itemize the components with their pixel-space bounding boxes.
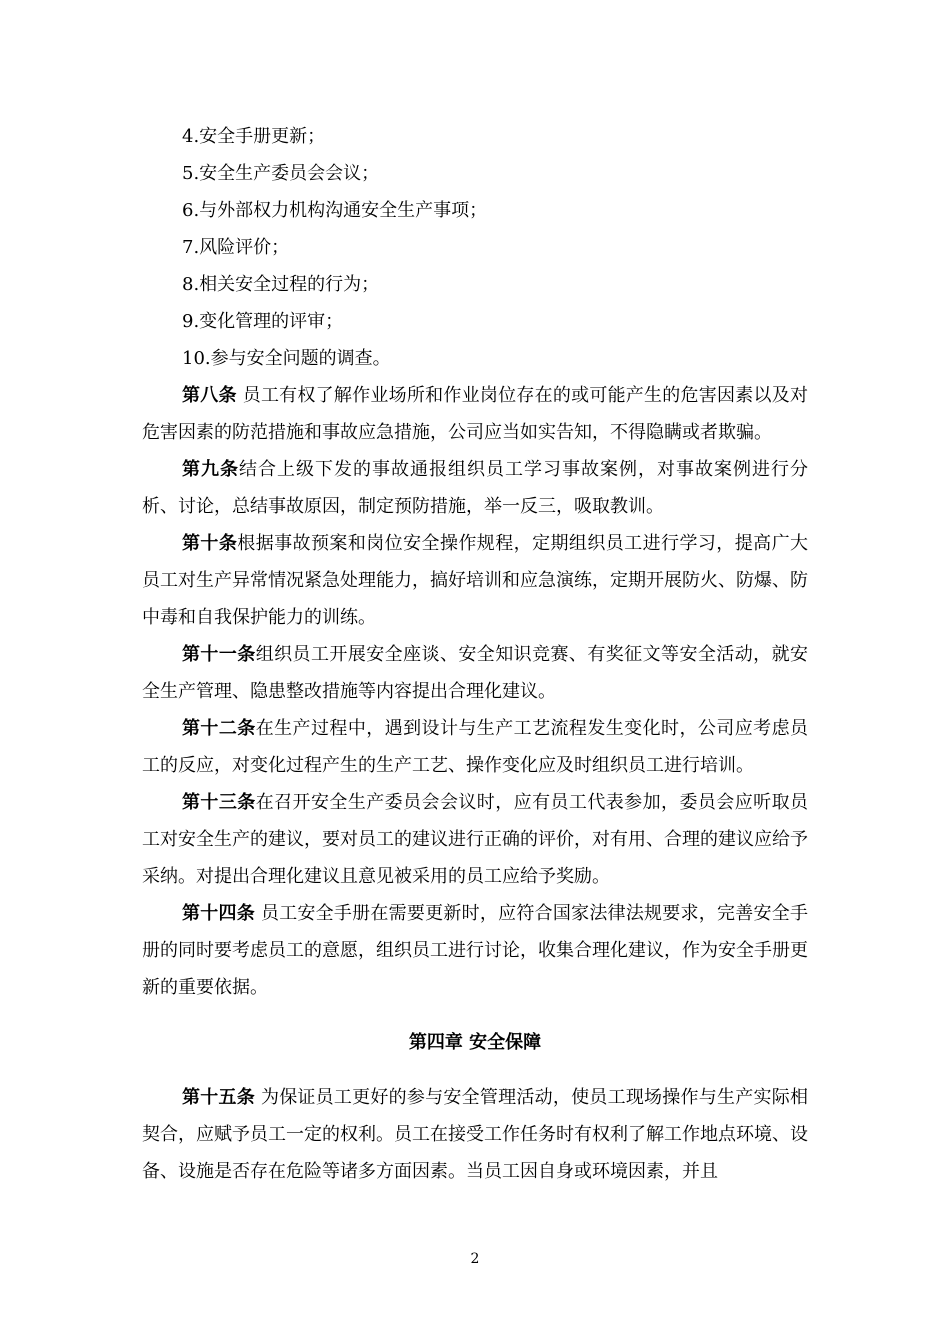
article-10 bbox=[142, 525, 808, 636]
article-heading: 第十一条 bbox=[182, 644, 256, 665]
article-text: 员工安全手册在需要更新时，应符合国家法律法规要求，完善安全手册的同时要考虑员工的意愿，组织员工进行讨论，收集合理化建议，作为安全手册更新的重要依据。 bbox=[142, 903, 809, 998]
list-item: 5.安全生产委员会会议； bbox=[182, 163, 380, 184]
article-12 bbox=[142, 710, 808, 784]
list-item: 10.参与安全问题的调查。 bbox=[182, 348, 391, 369]
article-text: 结合上级下发的事故通报组织员工学习事故案例，对事故案例进行分析、讨论，总结事故原因，制定预防措施，举一反三，吸取教训。 bbox=[142, 459, 808, 517]
article-15 bbox=[142, 1079, 808, 1190]
document-body bbox=[142, 118, 808, 1190]
list-item: 9.变化管理的评审； bbox=[182, 311, 344, 332]
article-heading: 第九条 bbox=[182, 459, 239, 480]
list-item: 8.相关安全过程的行为； bbox=[182, 274, 380, 295]
page-number: 2 bbox=[470, 1251, 480, 1267]
article-heading: 第十五条 bbox=[182, 1087, 255, 1108]
article-13 bbox=[142, 784, 808, 895]
article-text: 组织员工开展安全座谈、安全知识竞赛、有奖征文等安全活动，就安全生产管理、隐患整改措施等内容提出合理化建议。 bbox=[142, 644, 809, 702]
article-text: 在召开安全生产委员会会议时，应有员工代表参加，委员会应听取员工对安全生产的建议，要对员工的建议进行正确的评价，对有用、合理的建议应给予采纳。对提出合理化建议且意见被采用的员工应给予奖励。 bbox=[142, 792, 809, 887]
article-14 bbox=[142, 895, 808, 1006]
article-heading: 第十三条 bbox=[182, 792, 256, 813]
article-8 bbox=[142, 377, 808, 451]
article-heading: 第十条 bbox=[182, 533, 238, 554]
article-heading: 第十二条 bbox=[182, 718, 256, 739]
article-text: 根据事故预案和岗位安全操作规程，定期组织员工进行学习，提高广大员工对生产异常情况紧急处理能力，搞好培训和应急演练，定期开展防火、防爆、防中毒和自我保护能力的训练。 bbox=[142, 533, 809, 628]
article-11 bbox=[142, 636, 808, 710]
article-text: 为保证员工更好的参与安全管理活动，使员工现场操作与生产实际相契合，应赋予员工一定的权利。员工在接受工作任务时有权利了解工作地点环境、设备、设施是否存在危险等诸多方面因素。当员工因自身或环境因素，并且 bbox=[142, 1087, 809, 1182]
article-heading: 第十四条 bbox=[182, 903, 255, 924]
list-item: 6.与外部权力机构沟通安全生产事项； bbox=[182, 200, 488, 221]
article-heading: 第八条 bbox=[182, 385, 237, 406]
chapter-title: 第四章 安全保障 bbox=[408, 1032, 542, 1053]
list-item: 7.风险评价； bbox=[182, 237, 290, 258]
article-text: 员工有权了解作业场所和作业岗位存在的或可能产生的危害因素以及对危害因素的防范措施和事故应急措施，公司应当如实告知，不得隐瞒或者欺骗。 bbox=[142, 385, 809, 443]
article-9 bbox=[142, 451, 808, 525]
list-item: 4.安全手册更新； bbox=[182, 126, 326, 147]
article-text: 在生产过程中，遇到设计与生产工艺流程发生变化时，公司应考虑员工的反应，对变化过程产生的生产工艺、操作变化应及时组织员工进行培训。 bbox=[142, 718, 809, 776]
